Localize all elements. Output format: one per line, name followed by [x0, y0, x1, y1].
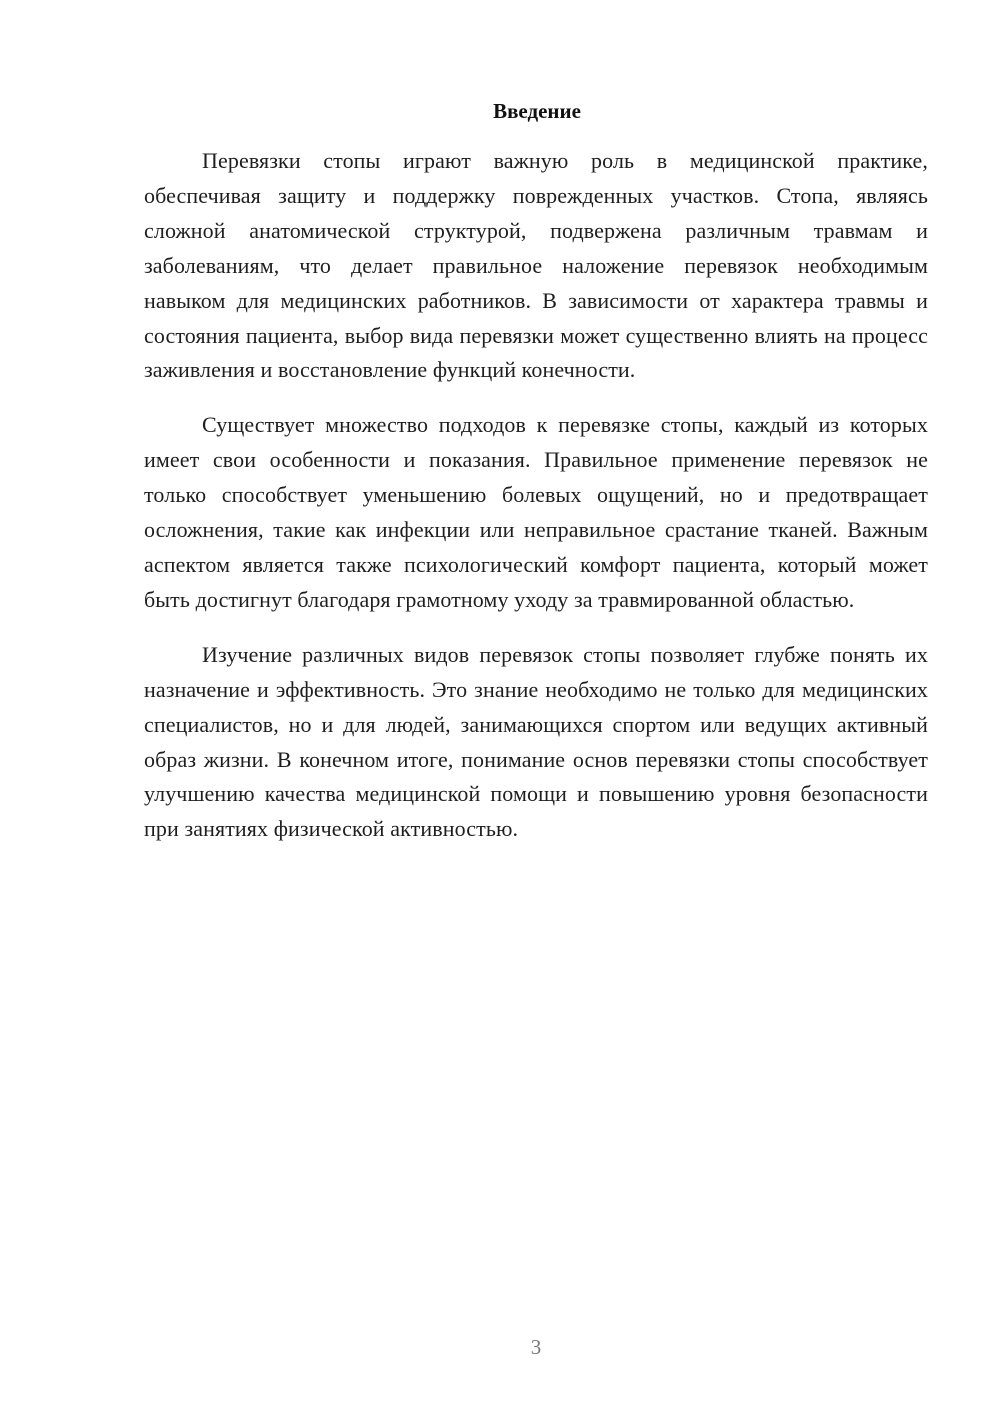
paragraph-3: Изучение различных видов перевязок стопы позволяет глубже понять их назначение и эффективность. Это знание необходимо не только для медицинских специалистов, но и для людей, занимающихся спортом или ведущих активный образ жизни. В конечном итоге, понимание основ перевязки стопы способствует улучшению качества медицинской помощи и повышению уровня безопасности при занятиях физической активностью.	[144, 641, 928, 842]
paragraph-2: Существует множество подходов к перевязке стопы, каждый из которых имеет свои особенности и показания. Правильное применение перевязок не только способствует уменьшению болевых ощущений, но и предотвращает осложнения, такие как инфекции или неправильное срастание тканей. Важным аспектом является также психологический комфорт пациента, который может быть достигнут благодаря грамотному уходу за травмированной областью.	[144, 412, 928, 612]
paragraph-1: Перевязки стопы играют важную роль в медицинской практике, обеспечивая защиту и поддержку поврежденных участков. Стопа, являясь сложной анатомической структурой, подвержена различным травмам и заболеваниям, что делает правильное наложение перевязок необходимым навыком для медицинских работников. В зависимости от характера травмы и состояния пациента, выбор вида перевязки может существенно влиять на процесс заживления и восстановление функций конечности.	[144, 148, 928, 383]
page-number: 3	[530, 1335, 542, 1359]
section-heading: Введение	[493, 99, 581, 123]
page-content	[144, 98, 928, 867]
